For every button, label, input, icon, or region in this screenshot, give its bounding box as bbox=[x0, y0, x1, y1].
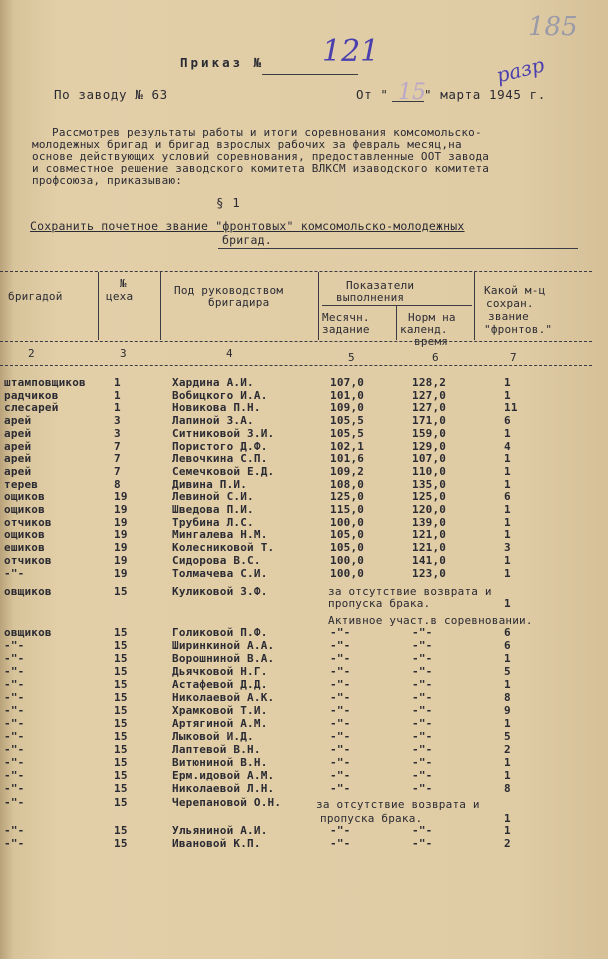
cell-norm: 141,0 bbox=[412, 553, 447, 567]
cell-leader: Новикова П.Н. bbox=[172, 401, 261, 415]
cell-months: 1 bbox=[504, 515, 511, 529]
cell-norm: -"- bbox=[412, 691, 433, 704]
cell-months: 1 bbox=[504, 503, 511, 516]
cell-shop: 15 bbox=[114, 626, 128, 639]
cell-plan: 101,6 bbox=[330, 452, 365, 466]
cell-norm: 107,0 bbox=[412, 452, 447, 466]
cell-norm: -"- bbox=[412, 652, 433, 665]
cell-leader: Храмковой Т.И. bbox=[172, 704, 268, 717]
cell-brigade: ощиков bbox=[4, 503, 45, 516]
cell-norm: -"- bbox=[412, 730, 433, 743]
cell-brigade: -"- bbox=[4, 756, 25, 769]
cell-plan: 105,5 bbox=[330, 426, 365, 440]
cell-plan: -"- bbox=[330, 652, 351, 665]
cell-shop: 15 bbox=[114, 837, 128, 850]
cell-shop: 1 bbox=[114, 401, 121, 415]
cell-plan: 100,0 bbox=[330, 553, 365, 567]
preamble-line-1: Рассмотрев результаты работы и итоги соревнования комсомольско- bbox=[52, 126, 482, 139]
cell-brigade: радчиков bbox=[4, 388, 59, 402]
cell-note: Активное участ.в соревновании. bbox=[328, 614, 533, 627]
cell-leader: Сидорова В.С. bbox=[172, 553, 261, 567]
cell-norm: -"- bbox=[412, 704, 433, 717]
cell-leader: Ивановой К.П. bbox=[172, 837, 261, 850]
cell-months: 1 bbox=[504, 652, 511, 665]
cell-months: 2 bbox=[504, 743, 511, 756]
col-header-norm-2: календ. bbox=[400, 323, 448, 336]
cell-brigade: овщиков bbox=[4, 626, 52, 639]
col-header-brigade: бригадой bbox=[8, 290, 63, 303]
col-divider bbox=[396, 306, 397, 340]
cell-leader: Витюниной В.Н. bbox=[172, 756, 268, 769]
date-suffix: " марта 1945 г. bbox=[424, 87, 546, 102]
cell-note: пропуска брака. bbox=[328, 597, 431, 610]
table-top-rule bbox=[0, 271, 592, 272]
cell-brigade: -"- bbox=[4, 824, 25, 837]
col-divider bbox=[318, 272, 319, 340]
cell-months: 2 bbox=[504, 837, 511, 850]
cell-brigade: -"- bbox=[4, 566, 25, 580]
cell-shop: 15 bbox=[114, 782, 128, 795]
cell-brigade: арей bbox=[4, 414, 32, 428]
cell-months: 9 bbox=[504, 704, 511, 717]
cell-norm: 127,0 bbox=[412, 388, 447, 402]
cell-brigade: отчиков bbox=[4, 515, 52, 529]
col-header-indicators: Показатели bbox=[346, 279, 415, 292]
cell-shop: 15 bbox=[114, 691, 128, 704]
col-divider bbox=[474, 272, 475, 340]
cell-leader: Левиной С.И. bbox=[172, 490, 254, 504]
cell-months: 1 bbox=[504, 452, 511, 466]
col-header-months-4: "фронтов." bbox=[484, 323, 553, 336]
cell-leader: Дьячковой Н.Г. bbox=[172, 665, 268, 678]
preamble-line-2: молодежных бригад и бригад взрослых рабочих за февраль месяц,на bbox=[32, 138, 462, 151]
cell-months: 1 bbox=[504, 769, 511, 782]
col-header-norm: Норм на bbox=[408, 311, 456, 324]
cell-months: 11 bbox=[504, 401, 518, 415]
cell-plan: 101,0 bbox=[330, 388, 365, 402]
cell-plan: 100,0 bbox=[330, 515, 365, 529]
col-number: 7 bbox=[510, 351, 517, 364]
col-number: 2 bbox=[28, 347, 35, 360]
cell-plan: 102,1 bbox=[330, 439, 365, 453]
cell-plan: 100,0 bbox=[330, 566, 365, 580]
col-header-leader: Под руководством bbox=[174, 284, 284, 297]
cell-brigade: арей bbox=[4, 439, 32, 453]
cell-shop: 19 bbox=[114, 553, 128, 567]
cell-months: 3 bbox=[504, 541, 511, 555]
cell-norm: 127,0 bbox=[412, 401, 447, 415]
cell-norm: -"- bbox=[412, 824, 433, 837]
cell-months: 5 bbox=[504, 665, 511, 678]
cell-brigade: терев bbox=[4, 477, 39, 491]
cell-plan: -"- bbox=[330, 824, 351, 837]
cell-shop: 15 bbox=[114, 678, 128, 691]
cell-plan: 105,0 bbox=[330, 528, 365, 542]
preamble-line-5: профсоюза, приказываю: bbox=[32, 174, 183, 187]
cell-months: 6 bbox=[504, 626, 511, 639]
cell-plan: 115,0 bbox=[330, 503, 365, 516]
col-number: 3 bbox=[120, 347, 127, 360]
col-header-norm-3: время bbox=[414, 335, 449, 348]
cell-norm: 135,0 bbox=[412, 477, 447, 491]
cell-leader: Мингалева Н.М. bbox=[172, 528, 268, 542]
cell-leader: Семечковой Е.Д. bbox=[172, 464, 275, 478]
cell-months: 4 bbox=[504, 439, 511, 453]
cell-leader: Толмачева С.И. bbox=[172, 566, 268, 580]
cell-brigade: арей bbox=[4, 452, 32, 466]
cell-brigade: ощиков bbox=[4, 490, 45, 504]
cell-leader: Голиковой П.Ф. bbox=[172, 626, 268, 639]
cell-plan: -"- bbox=[330, 730, 351, 743]
cell-note: пропуска брака. bbox=[320, 812, 423, 825]
cell-brigade: -"- bbox=[4, 665, 25, 678]
cell-norm: -"- bbox=[412, 837, 433, 850]
cell-months: 1 bbox=[504, 464, 511, 478]
cell-brigade: овщиков bbox=[4, 585, 52, 598]
cell-note: за отсутствие возврата и bbox=[316, 798, 480, 811]
cell-plan: -"- bbox=[330, 743, 351, 756]
cell-shop: 15 bbox=[114, 665, 128, 678]
col-header-months: Какой м-ц bbox=[484, 284, 546, 297]
cell-norm: 121,0 bbox=[412, 528, 447, 542]
cell-brigade: -"- bbox=[4, 717, 25, 730]
cell-leader: Пористого Д.Ф. bbox=[172, 439, 268, 453]
cell-leader: Колесниковой Т. bbox=[172, 541, 275, 555]
cell-plan: -"- bbox=[330, 769, 351, 782]
date-prefix: От " bbox=[356, 87, 389, 102]
date-day: 15 bbox=[398, 80, 426, 105]
cell-plan: 105,0 bbox=[330, 541, 365, 555]
cell-norm: -"- bbox=[412, 782, 433, 795]
cell-leader: Лаптевой В.Н. bbox=[172, 743, 261, 756]
cell-months: 6 bbox=[504, 639, 511, 652]
cell-months: 1 bbox=[504, 426, 511, 440]
cell-shop: 15 bbox=[114, 824, 128, 837]
order-underline bbox=[218, 248, 578, 249]
cell-leader: Ширинкиной А.А. bbox=[172, 639, 275, 652]
handwritten-stamp: разр bbox=[493, 52, 547, 88]
cell-brigade: -"- bbox=[4, 837, 25, 850]
cell-months: 6 bbox=[504, 490, 511, 504]
cell-shop: 19 bbox=[114, 566, 128, 580]
cell-norm: 121,0 bbox=[412, 541, 447, 555]
col-header-shop: цеха bbox=[106, 290, 134, 303]
cell-brigade: -"- bbox=[4, 704, 25, 717]
cell-brigade: арей bbox=[4, 464, 32, 478]
cell-norm: -"- bbox=[412, 756, 433, 769]
cell-plan: -"- bbox=[330, 704, 351, 717]
document-title: Приказ № bbox=[180, 55, 265, 70]
cell-shop: 19 bbox=[114, 515, 128, 529]
cell-brigade: арей bbox=[4, 426, 32, 440]
cell-brigade: слесарей bbox=[4, 401, 59, 415]
cell-shop: 15 bbox=[114, 639, 128, 652]
cell-leader: Вобицкого И.А. bbox=[172, 388, 268, 402]
cell-plan: 125,0 bbox=[330, 490, 365, 504]
cell-months: 1 bbox=[504, 388, 511, 402]
section-number: § 1 bbox=[216, 195, 241, 210]
cell-brigade: отчиков bbox=[4, 553, 52, 567]
cell-leader: Лапиной З.А. bbox=[172, 414, 254, 428]
cell-leader: Николаевой Л.Н. bbox=[172, 782, 275, 795]
cell-plan: -"- bbox=[330, 678, 351, 691]
cell-plan: -"- bbox=[330, 756, 351, 769]
cell-plan: 108,0 bbox=[330, 477, 365, 491]
cell-months: 8 bbox=[504, 782, 511, 795]
cell-leader: Черепановой О.Н. bbox=[172, 796, 282, 809]
cell-brigade: -"- bbox=[4, 691, 25, 704]
col-header-plan: Месячн. bbox=[322, 311, 370, 324]
col-number: 5 bbox=[348, 351, 355, 364]
cell-months: 1 bbox=[504, 824, 511, 837]
cell-months: 1 bbox=[504, 812, 511, 825]
cell-leader: Левочкина С.П. bbox=[172, 452, 268, 466]
cell-norm: -"- bbox=[412, 717, 433, 730]
col-header-plan-2: задание bbox=[322, 323, 370, 336]
cell-note: за отсутствие возврата и bbox=[328, 585, 492, 598]
cell-plan: -"- bbox=[330, 639, 351, 652]
cell-months: 8 bbox=[504, 691, 511, 704]
cell-brigade: -"- bbox=[4, 796, 25, 809]
cell-leader: Трубина Л.С. bbox=[172, 515, 254, 529]
cell-leader: Лыковой И.Д. bbox=[172, 730, 254, 743]
cell-leader: Ульяниной А.И. bbox=[172, 824, 268, 837]
cell-brigade: ощиков bbox=[4, 528, 45, 542]
col-header-months-2: сохран. bbox=[486, 297, 534, 310]
cell-plan: 107,0 bbox=[330, 376, 365, 389]
cell-norm: 123,0 bbox=[412, 566, 447, 580]
cell-leader: Ситниковой З.И. bbox=[172, 426, 275, 440]
cell-plan: -"- bbox=[330, 782, 351, 795]
cell-norm: -"- bbox=[412, 639, 433, 652]
col-header-shop-no: № bbox=[120, 277, 127, 290]
col-number: 6 bbox=[432, 351, 439, 364]
cell-brigade: -"- bbox=[4, 743, 25, 756]
factory-line: По заводу № 63 bbox=[54, 87, 168, 102]
cell-norm: -"- bbox=[412, 743, 433, 756]
cell-norm: 129,0 bbox=[412, 439, 447, 453]
col-divider bbox=[98, 272, 99, 340]
cell-plan: -"- bbox=[330, 665, 351, 678]
cell-shop: 15 bbox=[114, 717, 128, 730]
cell-plan: -"- bbox=[330, 717, 351, 730]
cell-shop: 15 bbox=[114, 704, 128, 717]
cell-norm: -"- bbox=[412, 665, 433, 678]
date-blank bbox=[392, 101, 424, 102]
cell-norm: 125,0 bbox=[412, 490, 447, 504]
cell-leader: Астафевой Д.Д. bbox=[172, 678, 268, 691]
cell-leader: Артягиной А.М. bbox=[172, 717, 268, 730]
cell-brigade: -"- bbox=[4, 652, 25, 665]
cell-shop: 19 bbox=[114, 541, 128, 555]
numbers-bottom-rule bbox=[0, 365, 592, 366]
cell-months: 1 bbox=[504, 597, 511, 610]
cell-plan: -"- bbox=[330, 837, 351, 850]
cell-brigade: -"- bbox=[4, 769, 25, 782]
title-underline bbox=[262, 74, 358, 75]
archive-number: 185 bbox=[528, 12, 578, 42]
cell-months: 1 bbox=[504, 756, 511, 769]
cell-shop: 7 bbox=[114, 452, 121, 466]
cell-shop: 7 bbox=[114, 439, 121, 453]
cell-leader: Хардина А.И. bbox=[172, 376, 254, 389]
cell-shop: 19 bbox=[114, 490, 128, 504]
cell-norm: -"- bbox=[412, 769, 433, 782]
cell-shop: 3 bbox=[114, 414, 121, 428]
cell-shop: 1 bbox=[114, 376, 121, 389]
cell-norm: -"- bbox=[412, 626, 433, 639]
cell-leader: Ворошниной В.А. bbox=[172, 652, 275, 665]
cell-shop: 15 bbox=[114, 652, 128, 665]
cell-shop: 15 bbox=[114, 756, 128, 769]
order-number: 121 bbox=[322, 34, 380, 69]
cell-plan: 109,2 bbox=[330, 464, 365, 478]
cell-months: 1 bbox=[504, 553, 511, 567]
header-bottom-rule bbox=[0, 341, 592, 342]
cell-shop: 15 bbox=[114, 769, 128, 782]
cell-norm: 171,0 bbox=[412, 414, 447, 428]
cell-brigade: -"- bbox=[4, 678, 25, 691]
cell-brigade: ешиков bbox=[4, 541, 45, 555]
cell-plan: 105,5 bbox=[330, 414, 365, 428]
cell-months: 1 bbox=[504, 376, 511, 389]
cell-shop: 1 bbox=[114, 388, 121, 402]
cell-brigade: -"- bbox=[4, 730, 25, 743]
cell-months: 1 bbox=[504, 528, 511, 542]
cell-shop: 15 bbox=[114, 743, 128, 756]
order-text-cont: бригад. bbox=[222, 233, 272, 247]
cell-shop: 19 bbox=[114, 503, 128, 516]
cell-brigade: -"- bbox=[4, 639, 25, 652]
col-header-indicators-2: выполнения bbox=[336, 291, 405, 304]
cell-leader: Шведова П.И. bbox=[172, 503, 254, 516]
cell-norm: 120,0 bbox=[412, 503, 447, 516]
cell-shop: 15 bbox=[114, 730, 128, 743]
cell-shop: 15 bbox=[114, 585, 128, 598]
cell-leader: Ерм.идовой А.М. bbox=[172, 769, 275, 782]
cell-shop: 7 bbox=[114, 464, 121, 478]
col-number: 4 bbox=[226, 347, 233, 360]
cell-months: 1 bbox=[504, 678, 511, 691]
cell-norm: 159,0 bbox=[412, 426, 447, 440]
cell-plan: -"- bbox=[330, 691, 351, 704]
cell-brigade: штамповщиков bbox=[4, 376, 86, 389]
col-divider bbox=[160, 272, 161, 340]
cell-leader: Куликовой З.Ф. bbox=[172, 585, 268, 598]
cell-months: 1 bbox=[504, 717, 511, 730]
cell-shop: 15 bbox=[114, 796, 128, 809]
cell-plan: -"- bbox=[330, 626, 351, 639]
cell-shop: 19 bbox=[114, 528, 128, 542]
cell-norm: 128,2 bbox=[412, 376, 447, 389]
cell-shop: 8 bbox=[114, 477, 121, 491]
col-header-leader-2: бригадира bbox=[208, 296, 270, 309]
order-text: Сохранить почетное звание "фронтовых" комсомольско-молодежных bbox=[30, 219, 465, 233]
cell-plan: 109,0 bbox=[330, 401, 365, 415]
cell-leader: Дивина П.И. bbox=[172, 477, 248, 491]
preamble-line-4: и совместное решение заводского комитета ВЛКСМ изаводского комитета bbox=[32, 162, 490, 175]
cell-months: 5 bbox=[504, 730, 511, 743]
cell-leader: Николаевой А.К. bbox=[172, 691, 275, 704]
preamble-line-3: основе действующих условий соревнования, предоставленные ООТ завода bbox=[32, 150, 490, 163]
indicators-underline bbox=[322, 305, 472, 306]
cell-months: 1 bbox=[504, 477, 511, 491]
cell-shop: 3 bbox=[114, 426, 121, 440]
cell-months: 1 bbox=[504, 566, 511, 580]
cell-brigade: -"- bbox=[4, 782, 25, 795]
cell-norm: 139,0 bbox=[412, 515, 447, 529]
cell-months: 6 bbox=[504, 414, 511, 428]
cell-norm: -"- bbox=[412, 678, 433, 691]
cell-norm: 110,0 bbox=[412, 464, 447, 478]
col-header-months-3: звание bbox=[488, 310, 529, 323]
